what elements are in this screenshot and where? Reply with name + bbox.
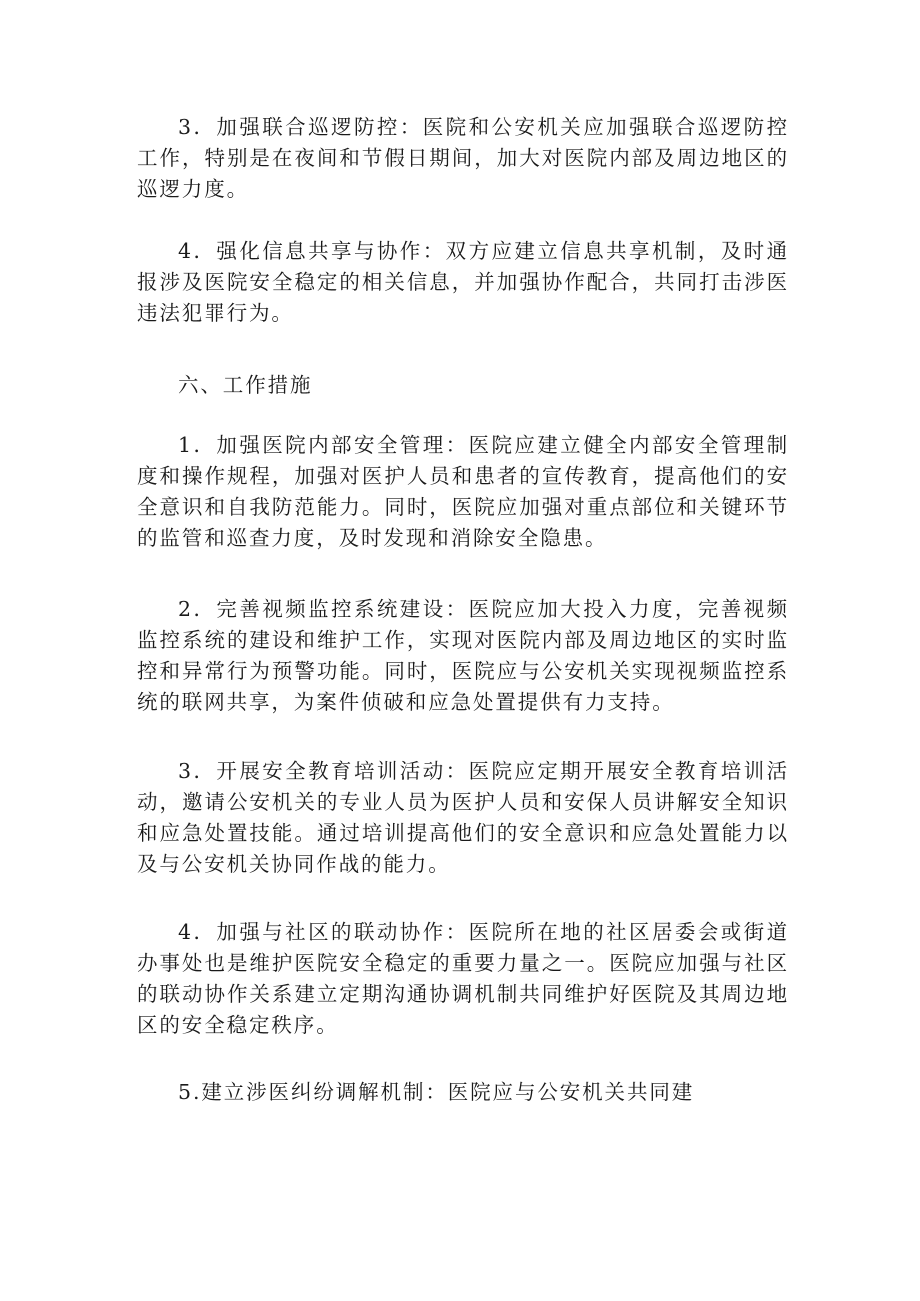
paragraph-internal-security: 1．加强医院内部安全管理：医院应建立健全内部安全管理制度和操作规程，加强对医护人员和患者的宣传教育，提高他们的安全意识和自我防范能力。同时，医院应加强对重点部位和关键环节的监管和巡查力度，及时发现和消除安全隐患。	[137, 433, 789, 550]
paragraph-info-sharing: 4．强化信息共享与协作：双方应建立信息共享机制，及时通报涉及医院安全稳定的相关信息，并加强协作配合，共同打击涉医违法犯罪行为。	[137, 239, 789, 325]
section-heading-work-measures: 六、工作措施	[178, 373, 313, 397]
paragraph-joint-patrol: 3．加强联合巡逻防控：医院和公安机关应加强联合巡逻防控工作，特别是在夜间和节假日期间，加大对医院内部及周边地区的巡逻力度。	[137, 115, 789, 201]
paragraph-community-coordination: 4．加强与社区的联动协作：医院所在地的社区居委会或街道办事处也是维护医院安全稳定的重要力量之一。医院应加强与社区的联动协作关系建立定期沟通协调机制共同维护好医院及其周边地区的安全稳定秩序。	[137, 920, 789, 1037]
paragraph-safety-training: 3．开展安全教育培训活动：医院应定期开展安全教育培训活动，邀请公安机关的专业人员为医护人员和安保人员讲解安全知识和应急处置技能。通过培训提高他们的安全意识和应急处置能力以及与公安机关协同作战的能力。	[137, 759, 789, 876]
paragraph-video-surveillance: 2．完善视频监控系统建设：医院应加大投入力度，完善视频监控系统的建设和维护工作，实现对医院内部及周边地区的实时监控和异常行为预警功能。同时，医院应与公安机关实现视频监控系统的联网共享，为案件侦破和应急处置提供有力支持。	[137, 597, 789, 714]
paragraph-dispute-mediation: 5.建立涉医纠纷调解机制：医院应与公安机关共同建	[178, 1080, 695, 1104]
